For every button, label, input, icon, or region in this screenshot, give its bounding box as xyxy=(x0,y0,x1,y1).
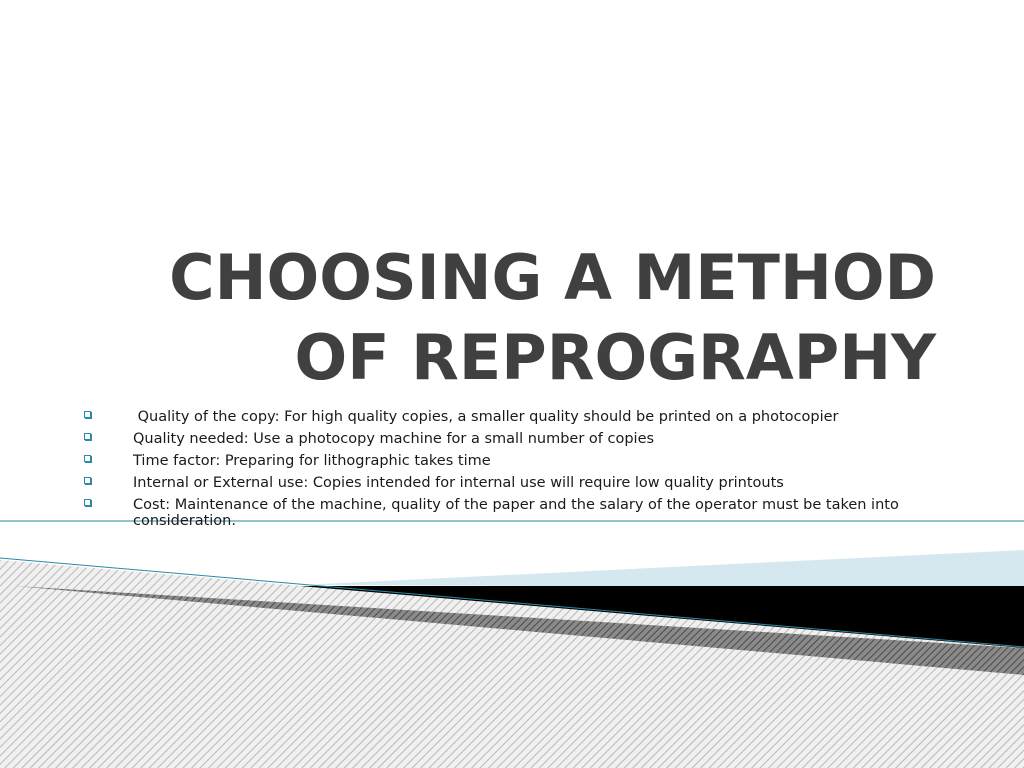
bullet-text: Quality of the copy: For high quality copies, a smaller quality should be printed on a photocopier xyxy=(133,409,839,425)
light-blue-wedge xyxy=(300,550,1024,588)
hollow-square-bullet-icon xyxy=(84,433,91,440)
list-item xyxy=(82,431,922,447)
hollow-square-bullet-icon xyxy=(84,455,91,462)
list-item xyxy=(82,409,922,425)
slide-title xyxy=(76,238,936,398)
hollow-square-bullet-icon xyxy=(84,499,91,506)
bullet-text: Internal or External use: Copies intended for internal use will require low quality printouts xyxy=(133,475,784,491)
list-item xyxy=(82,497,922,529)
title-line-1: CHOOSING A METHOD xyxy=(169,241,936,314)
hollow-square-bullet-icon xyxy=(84,477,91,484)
bullet-text: Cost: Maintenance of the machine, quality of the paper and the salary of the operator must be taken into consideration. xyxy=(133,497,899,529)
bullet-text: Quality needed: Use a photocopy machine for a small number of copies xyxy=(133,431,655,447)
hollow-square-bullet-icon xyxy=(84,411,91,418)
bullet-list xyxy=(82,409,922,535)
list-item xyxy=(82,475,922,491)
title-line-2: OF REPROGRAPHY xyxy=(294,321,936,394)
list-item xyxy=(82,453,922,469)
bullet-text: Time factor: Preparing for lithographic takes time xyxy=(133,453,491,469)
